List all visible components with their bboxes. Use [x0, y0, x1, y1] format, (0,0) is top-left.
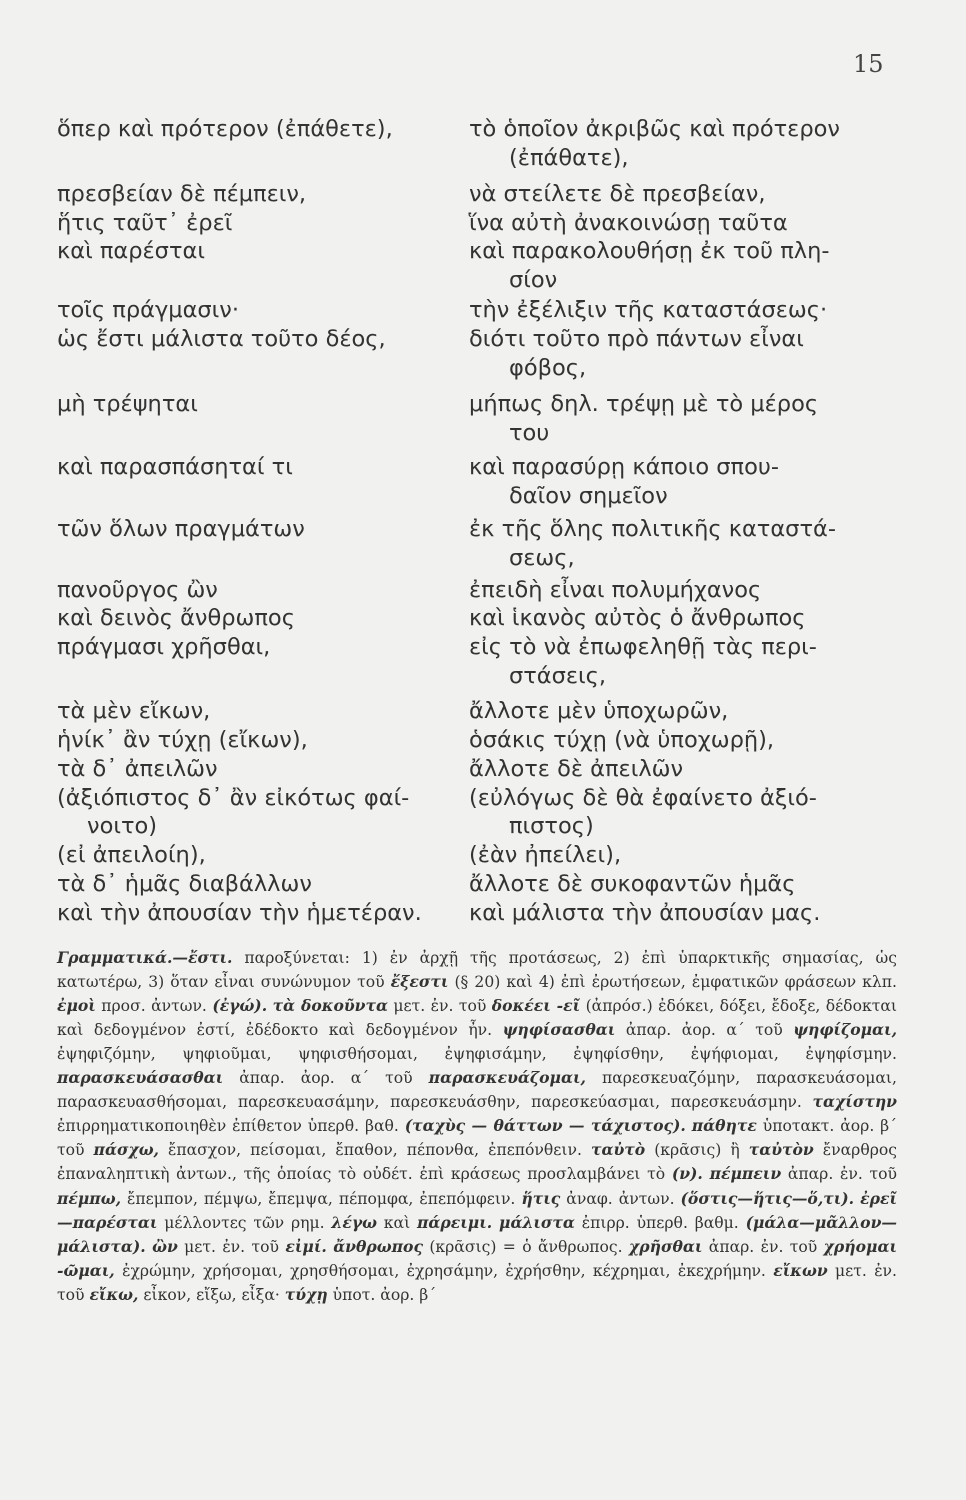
note-term: πέμπω,: [57, 1188, 121, 1208]
note-text: ἀπαρ. ἐν. τοῦ: [781, 1165, 897, 1184]
note-text: ἐπιρρηματικοποιηθὲν ἐπίθετον ὑπερθ. βαθ.: [57, 1117, 405, 1136]
note-term: πάρειμι.: [417, 1212, 493, 1232]
note-term: (μάλα—μᾶλλον—μάλιστα).: [57, 1212, 897, 1256]
note-text: ἔπεμπον, πέμψω, ἔπεμψα, πέπομφα, ἐπεπόμφειν.: [121, 1189, 522, 1208]
note-term: ἄνθρωπος: [333, 1236, 423, 1256]
note-term: ψηφίζομαι,: [793, 1020, 897, 1040]
note-term: ταὐτὸν: [748, 1140, 814, 1160]
note-term: ἥτις: [521, 1188, 561, 1208]
note-term: (ὅστις—ἥτις—ὅ,τι).: [680, 1188, 855, 1208]
ancient-text-line: ἡνίκ᾽ ἂν τύχῃ (εἴκων),: [57, 727, 308, 753]
translation-line: πιστος): [509, 813, 594, 839]
note-text: ἐψηφιζόμην, ψηφιοῦμαι, ψηφισθήσομαι, ἐψηφισάμην, ἐψηφίσθην, ἐψήφιομαι, ἐψηφίσμην.: [57, 1044, 897, 1063]
ancient-text-line: πρεσβείαν δὲ πέμπειν,: [57, 181, 307, 207]
note-term: δοκέει -εῖ: [491, 996, 581, 1016]
translation-line: ἄλλοτε δὲ ἀπειλῶν: [469, 756, 684, 782]
note-text: καὶ: [376, 1213, 417, 1232]
note-term: ταὐτὸ: [590, 1140, 646, 1160]
translation-line: (ἐπάθατε),: [509, 145, 629, 171]
translation-line: φόβος,: [509, 355, 587, 381]
translation-line: καὶ ἱκανὸς αὐτὸς ὁ ἄνθρωπος: [469, 605, 806, 631]
translation-line: τὸ ὁποῖον ἀκριβῶς καὶ πρότερον: [469, 116, 840, 142]
translation-line: σίον: [509, 267, 558, 293]
note-term: τὰ δοκοῦντα: [272, 996, 388, 1016]
ancient-text-line: τὰ δ᾽ ἡμᾶς διαβάλλων: [57, 871, 312, 897]
translation-line: ἄλλοτε μὲν ὑποχωρῶν,: [469, 698, 729, 724]
translation-line: (ἐὰν ἠπείλει),: [469, 842, 622, 868]
translation-line: εἰς τὸ νὰ ἐπωφεληθῇ τὰς περι-: [469, 634, 817, 660]
note-text: (κρᾶσις) = ὁ ἄνθρωπος.: [422, 1237, 629, 1256]
translation-line: καὶ παρασύρῃ κάποιο σπου-: [469, 454, 779, 480]
ancient-text-line: ἥτις ταῦτ᾽ ἐρεῖ: [57, 210, 233, 236]
translation-line: μήπως δηλ. τρέψῃ μὲ τὸ μέρος: [469, 391, 819, 417]
note-term: τύχῃ: [284, 1285, 328, 1305]
note-text: ἐπιρρ. ὑπερθ. βαθμ.: [574, 1213, 746, 1232]
note-text: μετ. ἐν. τοῦ: [387, 997, 492, 1016]
note-text: εἶκον, εἴξω, εἶξα·: [138, 1286, 285, 1305]
ancient-text-line: τοῖς πράγμασιν·: [57, 297, 239, 323]
note-text: ἔναρθρος ἐπαναληπτικὴ ἀντων., τῆς ὁποίας τὸ οὐδέτ. ἐπὶ κράσεως προσλαμβάνει τὸ: [57, 1141, 898, 1184]
note-text: ἀπαρ. ἀορ. α΄ τοῦ: [615, 1021, 794, 1040]
note-term: (ἐγώ).: [212, 996, 268, 1016]
note-term: παρασκευάζομαι,: [428, 1067, 586, 1087]
translation-line: ἐκ τῆς ὅλης πολιτικῆς καταστά-: [469, 516, 836, 542]
grammar-notes-paragraph: [57, 946, 897, 1307]
translation-line: ὁσάκις τύχῃ (νὰ ὑποχωρῇ),: [469, 727, 775, 753]
translation-line: καὶ μάλιστα τὴν ἀπουσίαν μας.: [469, 900, 821, 926]
note-text: μετ. ἐν. τοῦ: [177, 1237, 286, 1256]
ancient-text-line: ὡς ἔστι μάλιστα τοῦτο δέος,: [57, 326, 386, 352]
note-term: ἐμοὶ: [57, 996, 96, 1016]
note-term: εἴκων: [773, 1261, 828, 1281]
translation-line: σεως,: [509, 545, 575, 571]
note-text: (κρᾶσις) ἢ: [645, 1141, 749, 1160]
note-text: ἀναφ. ἀντων.: [560, 1189, 681, 1208]
note-term: (ταχὺς — θάττων — τάχιστος).: [404, 1116, 686, 1136]
note-term: ἔστι.: [188, 948, 233, 967]
note-term: εἴκω,: [89, 1285, 139, 1305]
ancient-text-line: μὴ τρέψηται: [57, 391, 198, 417]
note-text: ἀπαρ. ἐν. τοῦ: [702, 1237, 824, 1256]
note-term: (ν).: [671, 1164, 703, 1184]
note-term: ψηφίσασθαι: [502, 1020, 616, 1040]
note-text: [703, 1165, 710, 1183]
note-term: εἰμί.: [285, 1236, 327, 1256]
note-text: ἐχρώμην, χρήσομαι, χρησθήσομαι, ἐχρησάμην, ἐχρήσθην, κέχρημαι, ἐκεχρήμην.: [114, 1262, 774, 1281]
translation-line: ἵνα αὐτὴ ἀνακοινώσῃ ταῦτα: [469, 210, 788, 236]
ancient-text-line: πανοῦργος ὢν: [57, 577, 218, 603]
note-text: ὑποτακτ. ἀορ. β΄ τοῦ: [57, 1117, 897, 1160]
note-term: χρῆσθαι: [629, 1236, 703, 1256]
ancient-text-line: τῶν ὅλων πραγμάτων: [57, 516, 305, 542]
translation-line: τὴν ἐξέλιξιν τῆς καταστάσεως·: [469, 297, 828, 323]
translation-line: ἐπειδὴ εἶναι πολυμήχανος: [469, 577, 762, 603]
ancient-text-line: καὶ τὴν ἀπουσίαν τὴν ἡμετέραν.: [57, 900, 422, 926]
page-number: 15: [853, 50, 884, 78]
note-term: χρήομαι -ῶμαι,: [57, 1236, 897, 1281]
note-term: μάλιστα: [499, 1212, 575, 1232]
ancient-text-line: (εἰ ἀπειλοίη),: [57, 842, 206, 868]
translation-line: διότι τοῦτο πρὸ πάντων εἶναι: [469, 326, 804, 352]
translation-line: νὰ στείλετε δὲ πρεσβείαν,: [469, 181, 766, 207]
ancient-text-line: καὶ δεινὸς ἄνθρωπος: [57, 605, 295, 631]
note-term: πέμπειν: [709, 1164, 782, 1184]
ancient-text-line: (ἀξιόπιστος δ᾽ ἂν εἰκότως φαί-: [57, 785, 410, 811]
ancient-text-line: τὰ μὲν εἴκων,: [57, 698, 211, 724]
note-text: ἀπαρ. ἀορ. α΄ τοῦ: [223, 1068, 429, 1087]
note-text: μετ. ἐν. τοῦ: [57, 1262, 897, 1305]
note-term: παρασκευάσασθαι: [57, 1067, 224, 1087]
note-term: ταχίστην: [812, 1091, 897, 1111]
grammar-notes: [57, 946, 897, 1307]
ancient-text-line: τὰ δ᾽ ἀπειλῶν: [57, 756, 218, 782]
ancient-text-line: ὅπερ καὶ πρότερον (ἐπάθετε),: [57, 116, 393, 142]
note-text: ὑποτ. ἀορ. β΄: [327, 1286, 437, 1305]
translation-line: καὶ παρακολουθήσῃ ἐκ τοῦ πλη-: [469, 238, 830, 264]
note-text: (§ 20) καὶ 4) ἐπὶ ἐρωτήσεων, ἐμφατικῶν φράσεων κλπ.: [448, 973, 897, 992]
ancient-text-line: καὶ παρέσται: [57, 238, 205, 264]
translation-line: (εὐλόγως δὲ θὰ ἐφαίνετο ἀξιό-: [469, 785, 817, 811]
ancient-text-line: καὶ παρασπάσηταί τι: [57, 454, 293, 480]
note-term: ἐρεῖ—παρέσται: [57, 1188, 897, 1232]
note-term: πάσχω,: [93, 1140, 159, 1160]
translation-line: ἄλλοτε δὲ συκοφαντῶν ἡμᾶς: [469, 871, 796, 897]
note-term: λέγω: [331, 1212, 377, 1232]
note-text: (ἀπρόσ.) ἐδόκει, δόξει, ἔδοξε, δέδοκται καὶ δεδογμένον ἐστί, ἐδέδοκτο καὶ δεδογμένον ἦν.: [57, 997, 897, 1040]
translation-line: δαῖον σημεῖον: [509, 483, 668, 509]
translation-line: του: [509, 420, 550, 446]
note-text: ἔπασχον, πείσομαι, ἔπαθον, πέπονθα, ἐπεπόνθειν.: [158, 1141, 591, 1160]
note-text: παρεσκευαζόμην, παρασκευάσομαι, παρασκευασθήσομαι, παρεσκευασάμην, παρεσκευάσθην, παρεσκεύασμαι, παρεσκευάσμην.: [57, 1068, 897, 1111]
note-text: [492, 1214, 499, 1232]
note-term: πάθητε: [691, 1116, 757, 1136]
note-term: ὢν: [152, 1236, 178, 1256]
note-term: ἔξεστι: [390, 972, 449, 992]
note-text: προσ. ἀντων.: [95, 997, 213, 1016]
note-text: παροξύνεται: 1) ἐν ἀρχῇ τῆς προτάσεως, 2) ἐπὶ ὑπαρκτικῆς σημασίας, ὡς κατωτέρω, 3) ὅταν εἶναι συνώνυμον τοῦ: [57, 949, 897, 992]
ancient-text-line: νοιτο): [87, 813, 158, 839]
grammar-notes-heading: Γραμματικά.—: [57, 948, 189, 967]
note-text: μέλλοντες τῶν ρημ.: [157, 1213, 332, 1232]
ancient-text-line: πράγμασι χρῆσθαι,: [57, 634, 271, 660]
translation-line: στάσεις,: [509, 663, 607, 689]
